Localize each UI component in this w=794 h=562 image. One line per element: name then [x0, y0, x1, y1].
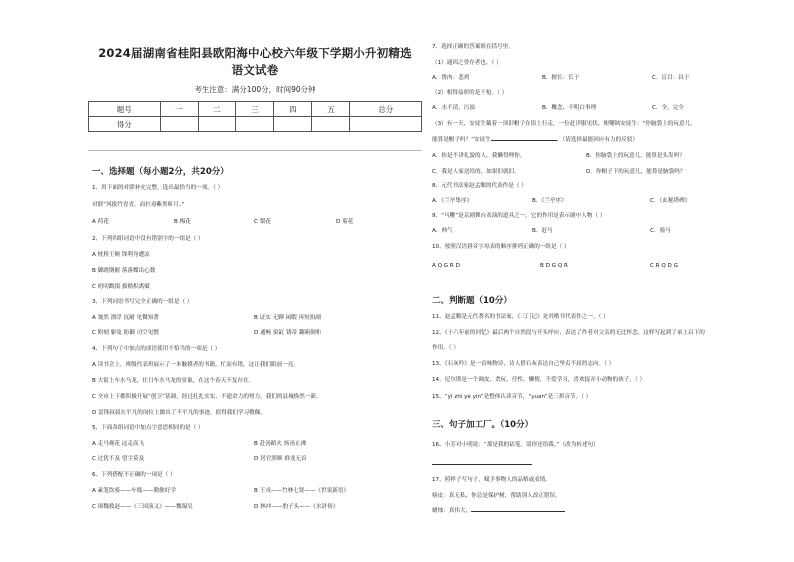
option[interactable]: A 皱然 漂浮 沉耐 见微知著	[92, 315, 159, 321]
score-cell[interactable]	[160, 117, 198, 132]
option[interactable]: D 林冲——豹子头——《水浒传》	[254, 504, 339, 510]
option[interactable]: B．你脑袋上的玩意儿，能算是头发吗？	[586, 153, 685, 159]
score-table	[88, 101, 422, 132]
section-heading: 二、判断题（10分）	[432, 296, 512, 306]
option[interactable]: C R Q D G	[650, 263, 678, 269]
exam-title-line2: 语文试卷	[231, 63, 279, 77]
option[interactable]: D 居官照顾 群龙无首	[254, 456, 307, 462]
score-cell[interactable]	[274, 117, 312, 132]
option[interactable]: C．《玄秘塔碑》	[650, 198, 691, 204]
option[interactable]: A．水不清，污浊	[432, 105, 475, 111]
option[interactable]: C 梨花	[254, 219, 271, 225]
option[interactable]: D 菊花	[336, 219, 354, 225]
score-cell: 五	[312, 102, 350, 117]
question-3: 3、下列词语书写完全正确的一组是（ ）	[92, 299, 193, 305]
question-9: 9、“马鞭”是京剧舞台表演的道具之一，它的作用是表示剧中人物（ ）	[432, 213, 606, 219]
option[interactable]: B 赴汤蹈火 扬汤止沸	[254, 441, 307, 447]
option[interactable]: D 雷锋叔叔在平凡的岗位上做出了不平凡的事迹，值得我们学习敬佩。	[92, 410, 266, 416]
exam-note: 考生注意：满分100分，时间90分钟	[194, 85, 316, 94]
score-cell: 三	[236, 102, 274, 117]
score-cell[interactable]	[350, 117, 422, 132]
option[interactable]: A．鲁肉：悲鸡	[432, 75, 470, 81]
question-7: 7、选择正确的答案填在括号里。	[432, 44, 514, 50]
score-cell[interactable]	[198, 117, 236, 132]
answer-blank[interactable]	[471, 511, 565, 512]
question-7-3: （3）有一天，安徒生戴着一顶旧帽子在街上行走，一位赶洋服见状，便嘲讽安徒生：“你脑袋上的玩意儿，	[432, 121, 696, 127]
option[interactable]: C．盲目：昌于	[652, 75, 690, 81]
option[interactable]: C．我是人家送给的，如果旧就旧。	[432, 169, 520, 175]
question-15: 15、“yī zhì yè yìn”是整体认读音节，“yuan”是三拼音节。（ ）	[432, 394, 592, 400]
option[interactable]: B．擅长：长于	[542, 75, 580, 81]
question-14: 14、尼尔斯是一个调皮、贪玩、任性、懒惰，不爱学习，喜欢捉弄小动物的孩子。（ ）	[432, 377, 646, 383]
option[interactable]: B 王戎——竹林七贤——《世说新语》	[254, 488, 350, 494]
option[interactable]: B．赶马	[532, 228, 553, 234]
score-table-header-row	[89, 102, 422, 117]
option[interactable]: C 全市上下都积极开展“创卫”基调，经过扎扎实实、不遗余力的努力，我们的县城焕然一新。	[92, 394, 322, 400]
section-heading: 一、选择题（每小题2分，共20分）	[92, 167, 229, 177]
answer-blank[interactable]	[491, 140, 557, 141]
question-6: 6、下列搭配不正确的一项是（ ）	[92, 472, 176, 478]
option[interactable]: C．骑马	[650, 228, 671, 234]
option[interactable]: A Q G R D	[432, 263, 460, 269]
score-cell[interactable]	[236, 117, 274, 132]
score-cell: 二	[198, 102, 236, 117]
option[interactable]: C 围魏救赵——《三国演义》——魏蜀吴	[92, 504, 193, 510]
score-table-score-row	[89, 117, 422, 132]
score-cell: 一	[160, 102, 198, 117]
question-13: 13、《石灰吟》是一首咏物诗，诗人借石灰表达自己坚贞不屈的志向。（ ）	[432, 361, 615, 367]
exam-title-line1: 2024届湖南省桂阳县欧阳海中心校六年级下学期小升初精选	[98, 46, 412, 60]
question-8: 8、元代书法家赵孟頫的代表作是（ ）	[432, 183, 527, 189]
option[interactable]: C．全，完全	[652, 105, 684, 111]
score-cell: 题号	[89, 102, 161, 117]
question-7-3-lead: 能算是帽子吗？”安徒生	[432, 137, 491, 143]
option[interactable]: B 大街上车水马龙，往日车水马龙的景象，在这个春天不复存在。	[92, 378, 255, 384]
option[interactable]: B．《兰亭序》	[532, 198, 567, 204]
option[interactable]: C 附刻 躯兔 防御 司空见惯	[92, 330, 159, 336]
question-11: 11、赵孟頫是元代著名的书法家，《三门记》是其楷书代表作之一。（ ）	[432, 314, 609, 320]
option[interactable]: B．概念，不明白事理	[542, 105, 597, 111]
question-17: 17、照样子写句子，赋予事物人的品格或表情。	[432, 477, 551, 483]
question-16: 16、小芳对小明说：“那是我的钴笔，请你还给我。”（改为转述句）	[432, 442, 599, 448]
question-7-3-hint: ，（请选择最能回应有力的反驳）	[556, 137, 638, 143]
score-cell[interactable]	[312, 117, 350, 132]
question-12: 12、《十六年前的回忆》最后两个自然段与开头呼应，表达了作者对父亲的无比怀念，这样写起到了承上启下的	[432, 330, 705, 336]
question-12-continued: 作用。（ ）	[432, 345, 459, 351]
divider	[88, 150, 422, 151]
question-1: 1、用下面的对联补充完整，选出最恰当的一项。（ ）	[92, 185, 224, 191]
option[interactable]: B 梅花	[174, 219, 191, 225]
score-cell: 总分	[350, 102, 422, 117]
option[interactable]: B 证实 无聊 闲暇 再短扭副	[254, 315, 321, 321]
question-17-example: 榜皮：真无私，你总是保护树，帮助别人改正错误。	[432, 493, 561, 499]
option[interactable]: D．你帽子下的玩意儿，能算是脑袋吗？	[586, 169, 686, 175]
question-2: 2、下列四组词语中没有错别字的一组是（ ）	[92, 236, 204, 242]
option[interactable]: A 走马观花 远走高飞	[92, 441, 145, 447]
option[interactable]: A．《兰亭集序》	[432, 198, 473, 204]
option[interactable]: A 素笼饮骑——车胤——勤敏好学	[92, 488, 176, 494]
option[interactable]: A 读书会上，班级代表班展示了一本触摸者的书籍，忙而有错，这让我们眼前一亮。	[92, 362, 299, 368]
score-cell: 四	[274, 102, 312, 117]
question-17-task	[432, 508, 565, 515]
score-cell: 得分	[89, 117, 161, 132]
option[interactable]: A 荷花	[92, 219, 109, 225]
question-4: 4、下列句子中加点的成语使用不恰当的一项是（ ）	[92, 346, 221, 352]
option[interactable]: B D G Q R	[540, 263, 568, 269]
question-7-3-blank-line	[432, 137, 638, 144]
option[interactable]: C 叨叨戳掇 拔拗积离赋	[92, 284, 150, 290]
question-7-2: （2）相得益彰的是干枪。（ ）	[432, 90, 508, 96]
question-10: 10、按照汉语拼音字母表的顺序排列正确的一组是（ ）	[432, 244, 570, 250]
question-17-task-lead: 蜡烛：真伟大，	[432, 508, 472, 514]
question-5: 5、下面各组词语中加点字意思相同的是（ ）	[92, 425, 204, 431]
question-7-1: （1）通因之誉存者也。（ ）	[432, 60, 502, 66]
section-heading: 三、句子加工厂。（10分）	[432, 420, 534, 430]
option[interactable]: A 枕桥王婉 锋利身遭凉	[92, 252, 150, 258]
option[interactable]: C 过犹不及 望尘莫及	[92, 456, 145, 462]
answer-blank[interactable]	[432, 464, 532, 465]
question-1-text: 对联“风拔竹青青，而拧毒紫黑昕月。”	[92, 202, 185, 208]
option[interactable]: B 御跷钢催 落落蝶出心数	[92, 268, 156, 274]
option[interactable]: A．你是不讲礼貌的人，我懒得理你。	[432, 153, 526, 159]
option[interactable]: A．帅气	[432, 228, 453, 234]
option[interactable]: D 通畅 染缸 锈蒂 翻箱倒柜	[254, 330, 322, 336]
